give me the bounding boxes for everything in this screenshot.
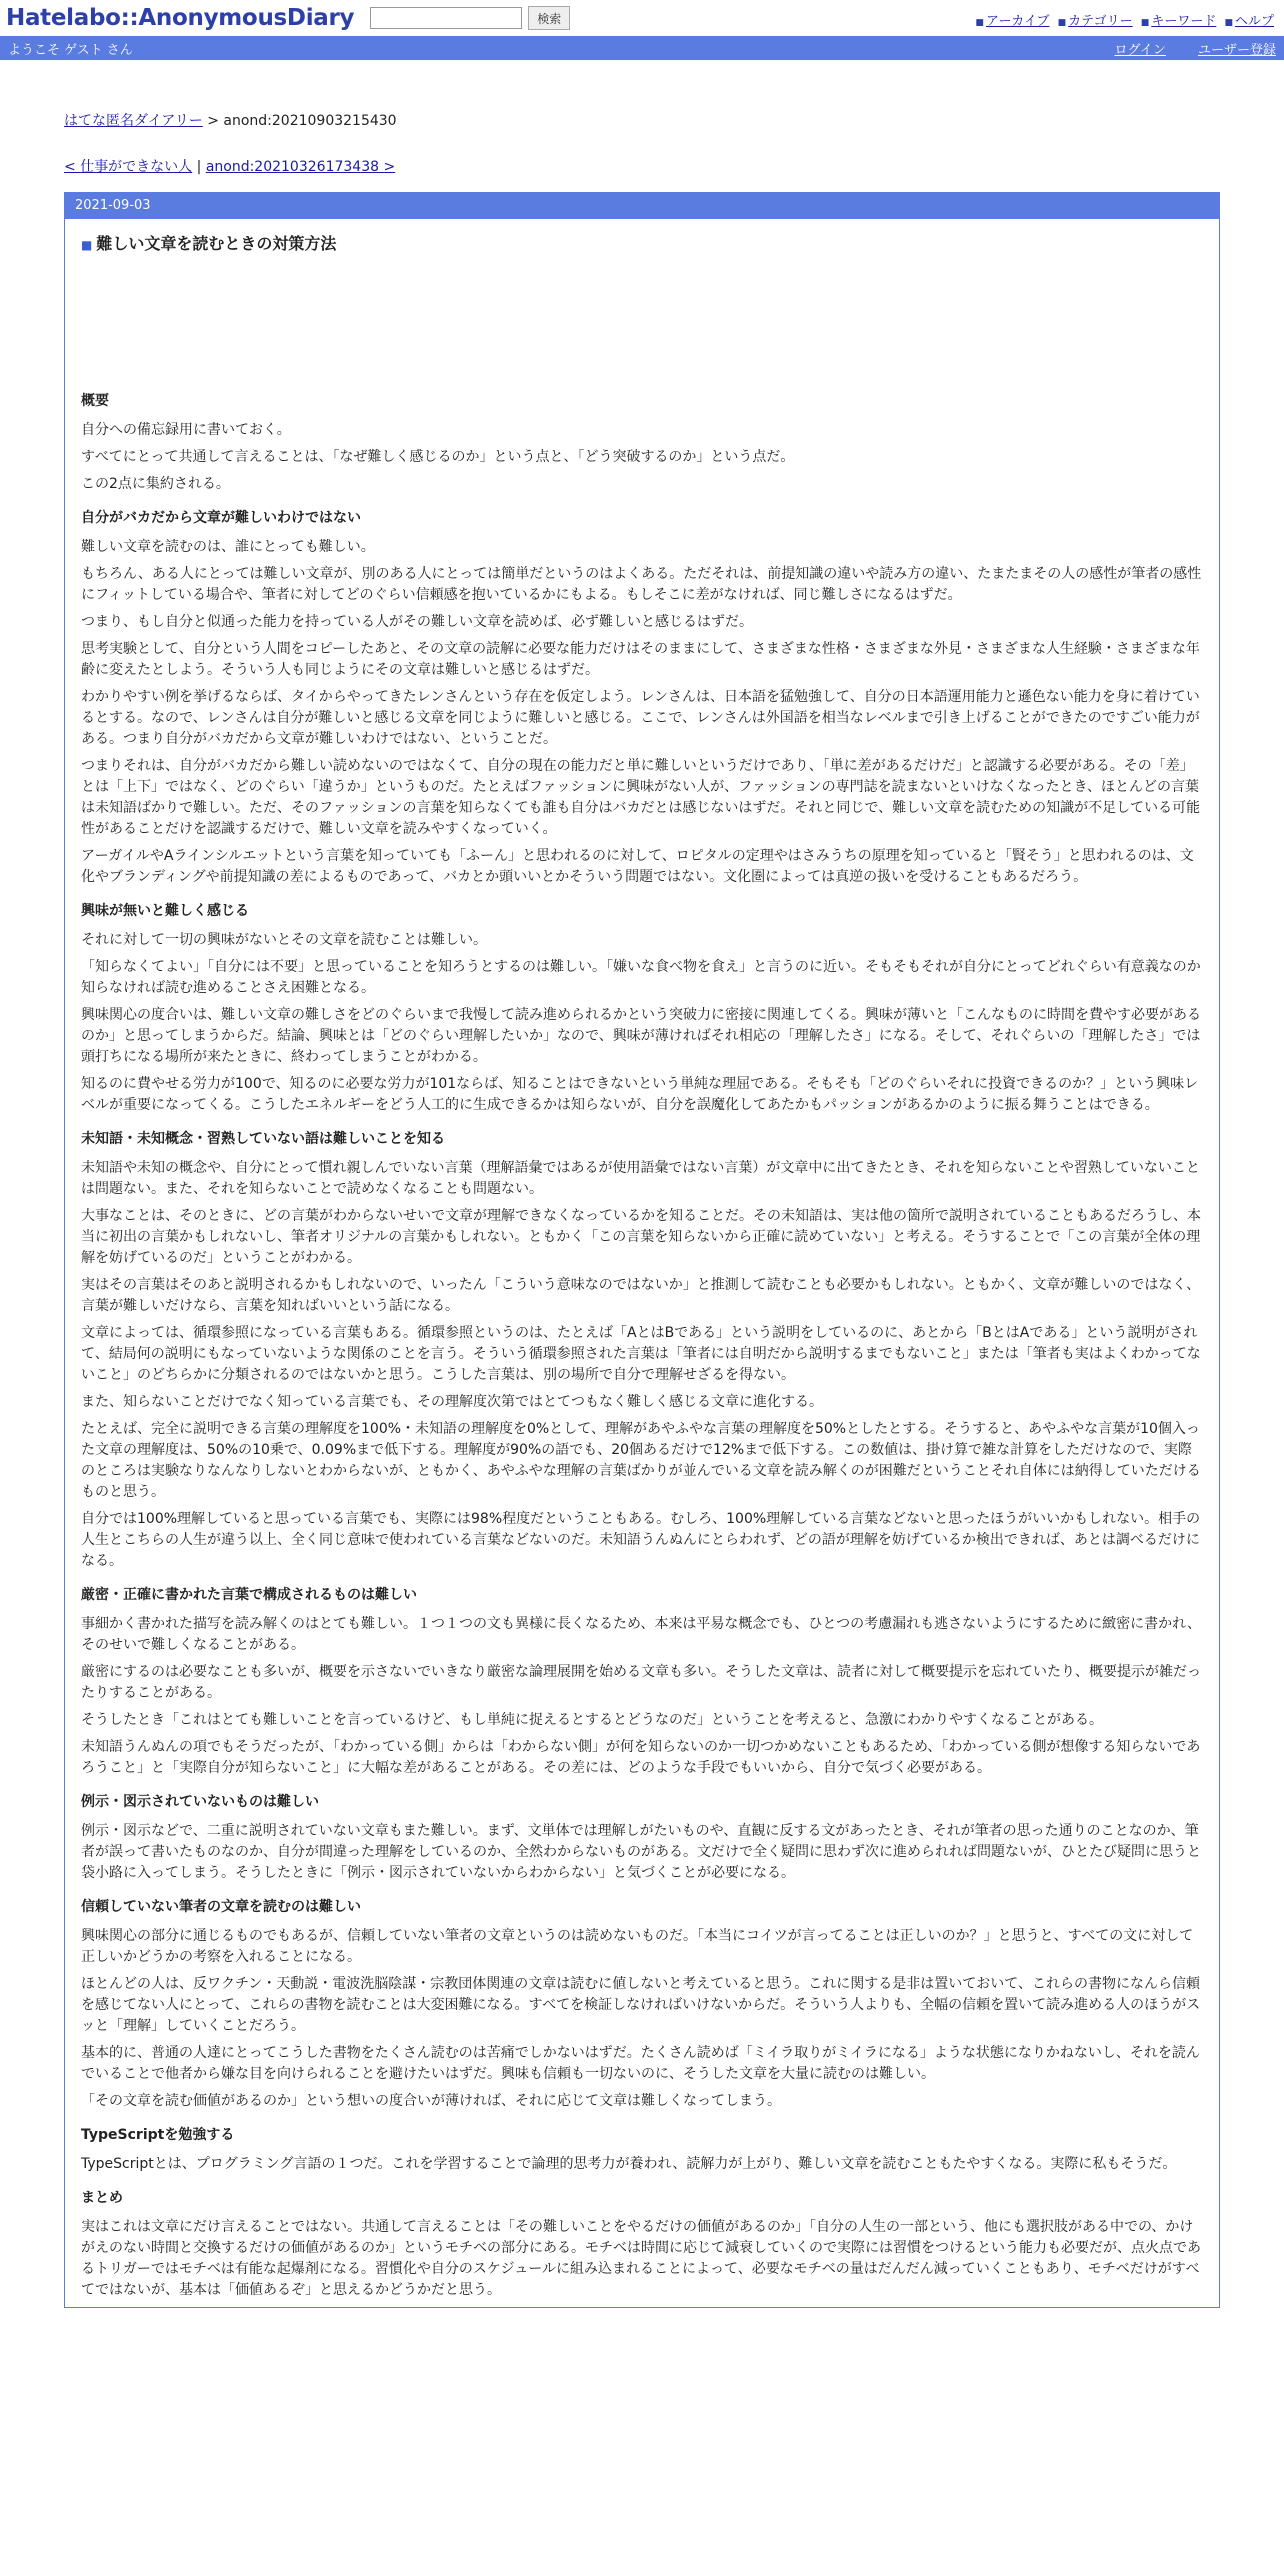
paragraph: 「その文章を読む価値があるのか」という想いの度合いが薄ければ、それに応じて文章は難しくなってしまう。	[81, 2093, 781, 2109]
paragraph: この2点に集約される。	[81, 476, 230, 492]
section-heading: 興味が無いと難しく感じる	[81, 903, 249, 919]
day-section	[64, 192, 1220, 2308]
pager-separator: |	[192, 159, 206, 175]
square-bullet-icon: ■	[975, 18, 984, 28]
top-header	[0, 0, 1284, 36]
prev-entry-link[interactable]: < 仕事ができない人	[64, 159, 193, 175]
paragraph: 自分では100%理解していると思っている言葉でも、実際には98%程度だということもある。むしろ、100%理解している言葉などないと思ったほうがいいかもしれない。相手の人生とこちらの人生が違う以上、全く同じ意味で使われている言葉などないのだ。未知語うんぬんにとらわれず、どの語が理解を妨げているか検出できれば、あとは調べるだけになる。	[81, 1511, 1201, 1569]
login-link[interactable]: ログイン	[1114, 42, 1166, 58]
section-heading: 概要	[81, 393, 109, 409]
paragraph: 基本的に、普通の人達にとってこうした書物をたくさん読むのは苦痛でしかないはずだ。たくさん読めば「ミイラ取りがミイラになる」ような状態になりかねないし、それを読んでいることで他者から嫌な目を向けられることを避けたいはずだ。興味も信頼も一切ないのに、そうした文章を大量に読むのは難しい。	[81, 2045, 1200, 2082]
paragraph: 知るのに費やせる労力が100で、知るのに必要な労力が101ならば、知ることはできないという単純な理屈である。そもそも「どのぐらいそれに投資できるのか？」という興味レベルが重要になってくる。こうしたエネルギーをどう人工的に生成できるかは知らないが、自分を誤魔化してあたかもパッションがあるかのように振る舞うことはできる。	[81, 1076, 1199, 1113]
section-heading: 未知語・未知概念・習熟していない語は難しいことを知る	[81, 1131, 445, 1147]
section-heading: 自分がバカだから文章が難しいわけではない	[81, 510, 361, 526]
paragraph: ほとんどの人は、反ワクチン・天動説・電波洗脳陰謀・宗教団体関連の文章は読むに値しないと考えていると思う。これに関する是非は置いておいて、これらの書物になんら信頼を感じてない人にとって、これらの書物を読むことは大変困難になる。すべてを検証しなければいけないからだ。そういう人よりも、全幅の信頼を置いて読み進める人のほうがスッと「理解」していくことだろう。	[81, 1976, 1201, 2034]
square-bullet-icon: ■	[1057, 18, 1067, 28]
day-date: 2021-09-03	[65, 193, 1219, 219]
main-content	[0, 110, 1284, 2308]
paragraph: それに対して一切の興味がないとその文章を読むことは難しい。	[81, 932, 487, 948]
section-heading: 信頼していない筆者の文章を読むのは難しい	[81, 1899, 361, 1915]
nav-keyword[interactable]: キーワード	[1151, 14, 1217, 29]
section-heading: まとめ	[81, 2190, 123, 2206]
section-heading: TypeScriptを勉強する	[81, 2127, 235, 2143]
nav-category[interactable]: カテゴリー	[1068, 14, 1133, 29]
paragraph: もちろん、ある人にとっては難しい文章が、別のある人にとっては簡単だというのはよくある。ただそれは、前提知識の違いや読み方の違い、たまたまその人の感性が筆者の感性にフィットしている場合や、筆者に対してどのぐらい信頼感を抱いているかにもよる。もしそこに差がなければ、同じ難しさになるはずだ。	[81, 566, 1202, 603]
register-link[interactable]: ユーザー登録	[1197, 42, 1276, 58]
search-button[interactable]: 検索	[528, 6, 570, 30]
entry-pager	[64, 156, 1220, 176]
paragraph: 興味関心の部分に通じるものでもあるが、信頼していない筆者の文章というのは読めないものだ。「本当にコイツが言ってることは正しいのか？」と思うと、すべての文に対して正しいかどうかの考察を入れることになる。	[81, 1928, 1194, 1965]
site-logo[interactable]: Hatelabo::AnonymousDiary	[6, 5, 355, 31]
welcome-text: ようこそ ゲスト さん	[8, 42, 133, 58]
section-heading: 厳密・正確に書かれた言葉で構成されるものは難しい	[81, 1587, 417, 1603]
paragraph: 思考実験として、自分という人間をコピーしたあと、その文章の読解に必要な能力だけはそのままにして、さまざまな性格・さまざまな外見・さまざまな人生経験・さまざまな年齢に変えたとしよう。そういう人も同じようにその文章は難しいと感じるはずだ。	[81, 641, 1200, 678]
paragraph: 未知語うんぬんの項でもそうだったが、「わかっている側」からは「わからない側」が何を知らないのか一切つかめないこともあるため、「わかっている側が想像する知らないであろうこと」と「実際自分が知らないこと」に大幅な差があることがある。その差には、どのような手段でもいいから、自分で気づく必要がある。	[81, 1739, 1201, 1776]
breadcrumb-separator: >	[202, 113, 224, 129]
paragraph: たとえば、完全に説明できる言葉の理解度を100%・未知語の理解度を0%として、理解があやふやな言葉の理解度を50%としたとする。そうすると、あやふやな言葉が10個入った文章の理解度は、50%の10乗で、0.09%まで低下する。理解度が90%の語でも、20個あるだけで12%まで低下する。この数値は、掛け算で雑な計算をしただけなので、実際のところは実験なりなんなりしないとわからないが、ともかく、あやふやな理解の言葉ばかりが並んでいる文章を読み解くのが困難だということそれ自体には納得していただけるものと思う。	[81, 1421, 1201, 1500]
paragraph: アーガイルやAラインシルエットという言葉を知っていても「ふーん」と思われるのに対して、ロピタルの定理やはさみうちの原理を知っていると「賢そう」と思われるのは、文化やブランディングや前提知識の差によるものであって、バカとか頭いいとかそういう問題ではない。文化圏によっては真逆の扱いを受けることもあるだろう。	[81, 848, 1194, 885]
paragraph: 事細かく書かれた描写を読み解くのはとても難しい。１つ１つの文も異様に長くなるため、本来は平易な概念でも、ひとつの考慮漏れも逃さないようにするために緻密に書かれ、そのせいで難しくなることがある。	[81, 1616, 1201, 1653]
top-nav	[971, 10, 1274, 29]
entry-body	[65, 219, 1219, 2301]
paragraph: 自分への備忘録用に書いておく。	[81, 422, 291, 438]
paragraph: 難しい文章を読むのは、誰にとっても難しい。	[81, 539, 375, 555]
next-entry-link[interactable]: anond:20210326173438 >	[205, 159, 396, 175]
paragraph: 厳密にするのは必要なことも多いが、概要を示さないでいきなり厳密な論理展開を始める文章も多い。そうした文章は、読者に対して概要提示を忘れていたり、概要提示が雑だったりすることがある。	[81, 1664, 1201, 1701]
paragraph: つまり、もし自分と似通った能力を持っている人がその難しい文章を読めば、必ず難しいと感じるはずだ。	[81, 614, 753, 630]
paragraph: つまりそれは、自分がバカだから難しい読めないのではなくて、自分の現在の能力だと単に難しいというだけであり、「単に差があるだけだ」と認識する必要がある。その「差」とは「上下」ではなく、どのぐらい「違うか」というものだ。たとえばファッションに興味がない人が、ファッションの専門誌を読まないといけなくなったとき、ほとんどの言葉は未知語ばかりで難しい。ただ、そのファッションの言葉を知らなくても誰も自分はバカだとは感じないはずだ。それと同じで、難しい文章を読むための知識が不足している可能性があることだけを認識するだけで、難しい文章を読みやすくなっていく。	[81, 758, 1201, 837]
paragraph: わかりやすい例を挙げるならば、タイからやってきたレンさんという存在を仮定しよう。レンさんは、日本語を猛勉強して、自分の日本語運用能力と遜色ない能力を身に着けているとする。なので、レンさんは自分が難しいと感じる文章を同じように難しいと感じる。ここで、レンさんは外国語を相当なレベルまで引き上げることができたのですごい能力がある。つまり自分がバカだから文章が難しいわけではない、ということだ。	[81, 689, 1200, 747]
breadcrumb-home[interactable]: はてな匿名ダイアリー	[64, 113, 203, 129]
user-bar	[0, 36, 1284, 60]
search-input[interactable]	[370, 7, 522, 29]
paragraph: 実はその言葉はそのあと説明されるかもしれないので、いったん「こういう意味なのではないか」と推測して読むことも必要かもしれない。ともかく、文章が難しいのではなく、言葉が難しいだけなら、言葉を知ればいいという話になる。	[81, 1277, 1201, 1314]
paragraph: 実はこれは文章にだけ言えることではない。共通して言えることは「その難しいことをやるだけの価値があるのか」「自分の人生の一部という、他にも選択肢がある中での、かけがえのない時間と交換するだけの価値があるのか」というモチベの部分にある。モチベは時間に応じて減衰していくので実際には習慣をつけるという能力も必要だが、点火点であるトリガーではモチベは有能な起爆剤になる。習慣化や自分のスケジュールに組み込まれることによって、必要なモチベの量はだんだん減っていくこともあり、モチベだけがすべてではないが、基本は「価値あるぞ」と思えるかどうかだと思う。	[81, 2219, 1201, 2298]
entry-title	[81, 231, 1203, 254]
square-bullet-icon: ■	[1224, 18, 1233, 28]
paragraph: そうしたとき「これはとても難しいことを言っているけど、もし単純に捉えるとするとどうなのだ」ということを考えると、急激にわかりやすくなることがある。	[81, 1712, 1103, 1728]
breadcrumb-current: anond:20210903215430	[223, 113, 397, 129]
breadcrumb	[64, 110, 1220, 130]
section-heading: 例示・図示されていないものは難しい	[81, 1794, 319, 1810]
paragraph: すべてにとって共通して言えることは、「なぜ難しく感じるのか」という点と、「どう突破するのか」という点だ。	[81, 449, 795, 465]
paragraph: TypeScriptとは、プログラミング言語の１つだ。これを学習することで論理的思考力が養われ、読解力が上がり、難しい文章を読むこともたやすくなる。実際に私もそうだ。	[81, 2156, 1177, 2172]
paragraph: 「知らなくてよい」「自分には不要」と思っていることを知ろうとするのは難しい。「嫌いな食べ物を食え」と言うのに近い。そもそもそれが自分にとってどれぐらい有意義なのか知らなければ読む進めることさえ困難となる。	[81, 959, 1201, 996]
entry-title-text: 難しい文章を読むときの対策方法	[96, 234, 337, 253]
paragraph: 興味関心の度合いは、難しい文章の難しさをどのぐらいまで我慢して読み進められるかという突破力に密接に関連してくる。興味が薄いと「こんなものに時間を費やす必要があるのか」と思ってしまうからだ。結論、興味とは「どのぐらい理解したいか」なので、興味が薄ければそれ相応の「理解したさ」になる。そして、それぐらいの「理解したさ」では頭打ちになる場所が来たときに、終わってしまうことがわかる。	[81, 1007, 1201, 1065]
entry-text	[81, 390, 1203, 2301]
paragraph: 文章によっては、循環参照になっている言葉もある。循環参照というのは、たとえば「AとはBである」という説明をしているのに、あとから「BとはAである」という説明がされて、結局何の説明にもなっていないような関係のことを言う。そういう循環参照された言葉は「筆者には自明だから説明するまでもないこと」または「筆者も実はよくわかってないこと」のどちらかに分類されるのではないかと思う。こうした言葉は、別の場所で自分で理解せざるを得ない。	[81, 1325, 1201, 1383]
paragraph: 未知語や未知の概念や、自分にとって慣れ親しんでいない言葉（理解語彙ではあるが使用語彙ではない言葉）が文章中に出てきたとき、それを知らないことや習熟していないことは問題ない。また、それを知らないことで読めなくなることも問題ない。	[81, 1160, 1200, 1197]
nav-help[interactable]: ヘルプ	[1234, 14, 1274, 29]
square-bullet-icon: ■	[1140, 18, 1150, 28]
paragraph: 例示・図示などで、二重に説明されていない文章もまた難しい。まず、文単体では理解しがたいものや、直観に反する文があったとき、それが筆者の思った通りのことなのか、筆者が誤って書いたものなのか、自分が間違った理解をしているのか、全然わからないものがある。文だけで全く疑問に思わず次に進められれば問題ないが、ひとたび疑問に思うと袋小路に入ってしまう。そうしたときに「例示・図示されていないからわからない」と気づくことが必要になる。	[81, 1823, 1201, 1881]
square-bullet-icon[interactable]: ■	[81, 238, 93, 252]
paragraph: 大事なことは、そのときに、どの言葉がわからないせいで文章が理解できなくなっているかを知ることだ。その未知語は、実は他の箇所で説明されていることもあるだろうし、本当に初出の言葉かもしれないし、筆者オリジナルの言葉かもしれない。ともかく「この言葉を知らないから正確に読めていない」と考える。そうすることで「この言葉が全体の理解を妨げているのだ」ということがわかる。	[81, 1208, 1201, 1266]
paragraph: また、知らないことだけでなく知っている言葉でも、その理解度次第ではとてつもなく難しく感じる文章に進化する。	[81, 1394, 823, 1410]
nav-archive[interactable]: アーカイブ	[985, 14, 1050, 29]
